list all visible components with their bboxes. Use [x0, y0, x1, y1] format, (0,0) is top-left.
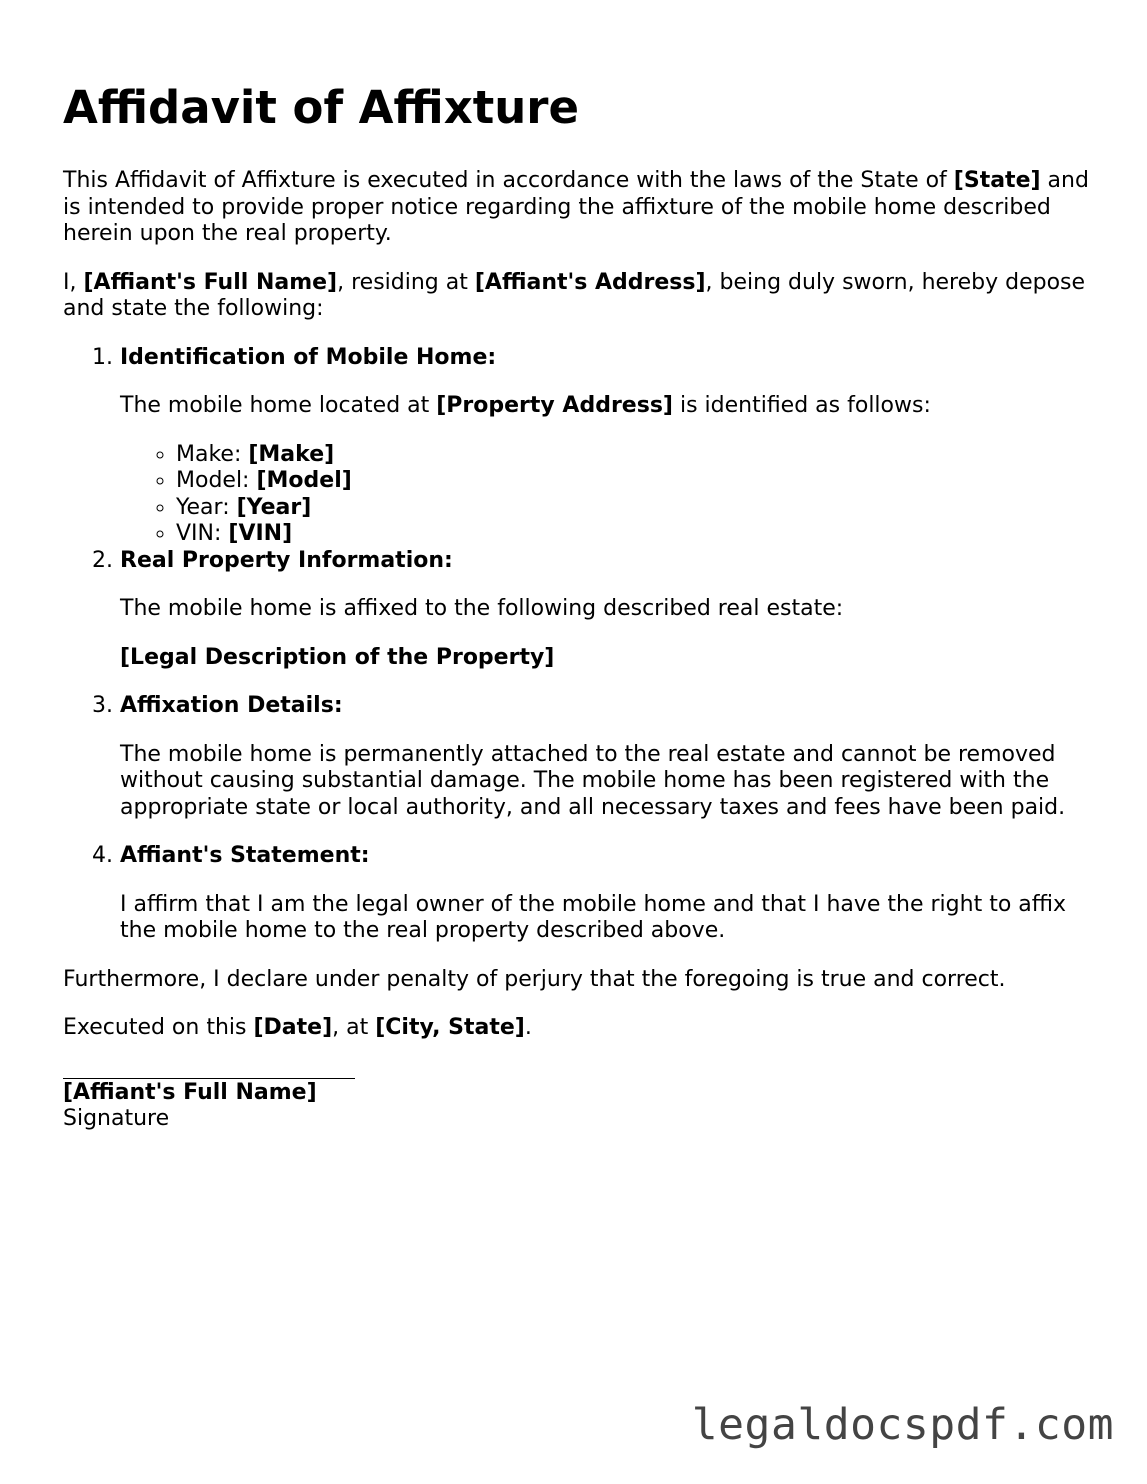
document-page [63, 80, 1093, 1133]
section-identification [120, 345, 1093, 548]
intro-paragraph [63, 168, 1093, 248]
section-title: 1. Identification of Mobile Home: [120, 344, 497, 370]
legal-description-placeholder: [Legal Description of the Property] [120, 644, 555, 670]
year-placeholder: [Year] [236, 494, 312, 520]
section-affixation [120, 693, 1093, 821]
legal-description-paragraph [120, 645, 1093, 672]
sections-list [63, 345, 1093, 945]
detail-label: VIN: [176, 521, 229, 546]
vin-placeholder: [VIN] [228, 521, 293, 546]
intro-text-before: This Affidavit of Affixture is executed in accordance with the laws of the State of [63, 168, 954, 193]
signature-name [63, 1080, 1093, 1107]
city-state-placeholder: [City, State] [375, 1015, 525, 1040]
identification-text-before: The mobile home located at [120, 393, 437, 418]
detail-label: Model: [176, 468, 257, 493]
affiant-address-placeholder: [Affiant's Address] [474, 269, 706, 295]
watermark: legaldocspdf.com [691, 1400, 1114, 1450]
identification-text [120, 393, 1093, 420]
signature-line [63, 1078, 355, 1079]
affiant-name-placeholder: [Affiant's Full Name] [83, 269, 338, 295]
oath-text-2: , residing at [337, 269, 475, 295]
detail-label: Year: [176, 494, 237, 520]
signature-block [63, 1078, 1093, 1133]
oath-text-1: I, [63, 269, 84, 295]
state-placeholder: [State] [953, 168, 1041, 193]
detail-label: Make: [176, 441, 249, 467]
list-item [176, 495, 1093, 522]
executed-text-1: Executed on this [63, 1015, 254, 1040]
executed-text-2: , at [332, 1015, 376, 1040]
section-title: 4. Affiant's Statement: [120, 843, 370, 868]
make-placeholder: [Make] [248, 441, 335, 467]
list-item [176, 468, 1093, 495]
oath-text-3: , being duly sworn, hereby depose and state the following: [63, 269, 1086, 321]
identification-text-after: is identified as follows: [672, 393, 931, 418]
section-title: 2. Real Property Information: [120, 547, 453, 573]
model-placeholder: [Model] [256, 468, 352, 493]
list-item [176, 442, 1093, 469]
document-title: Affidavit of Affixture [63, 81, 579, 134]
intro-text-after: and is intended to provide proper notice regarding the affixture of the mobile home described herein upon the real property. [63, 168, 1089, 246]
signature-name-placeholder: [Affiant's Full Name] [63, 1079, 317, 1105]
mobile-home-details-list [120, 442, 1093, 548]
section-real-property [120, 548, 1093, 672]
property-address-placeholder: [Property Address] [436, 393, 673, 418]
section-statement [120, 843, 1093, 945]
real-property-text: The mobile home is affixed to the following described real estate: [120, 596, 844, 621]
executed-paragraph [63, 1015, 1093, 1042]
section-title: 3. Affixation Details: [120, 693, 343, 718]
list-item [176, 521, 1093, 548]
declaration-paragraph: Furthermore, I declare under penalty of perjury that the foregoing is true and correct. [63, 966, 1006, 992]
statement-text: I affirm that I am the legal owner of the mobile home and that I have the right to affix the mobile home to the real property described above. [120, 891, 1067, 943]
executed-text-3: . [524, 1015, 532, 1040]
signature-label: Signature [63, 1106, 170, 1131]
oath-paragraph [63, 270, 1093, 323]
date-placeholder: [Date] [253, 1015, 333, 1040]
affixation-text: The mobile home is permanently attached to the real estate and cannot be removed without causing substantial damage. The mobile home has been registered with the appropriate state or local authority, and all necessary taxes and fees have been paid. [120, 741, 1066, 820]
